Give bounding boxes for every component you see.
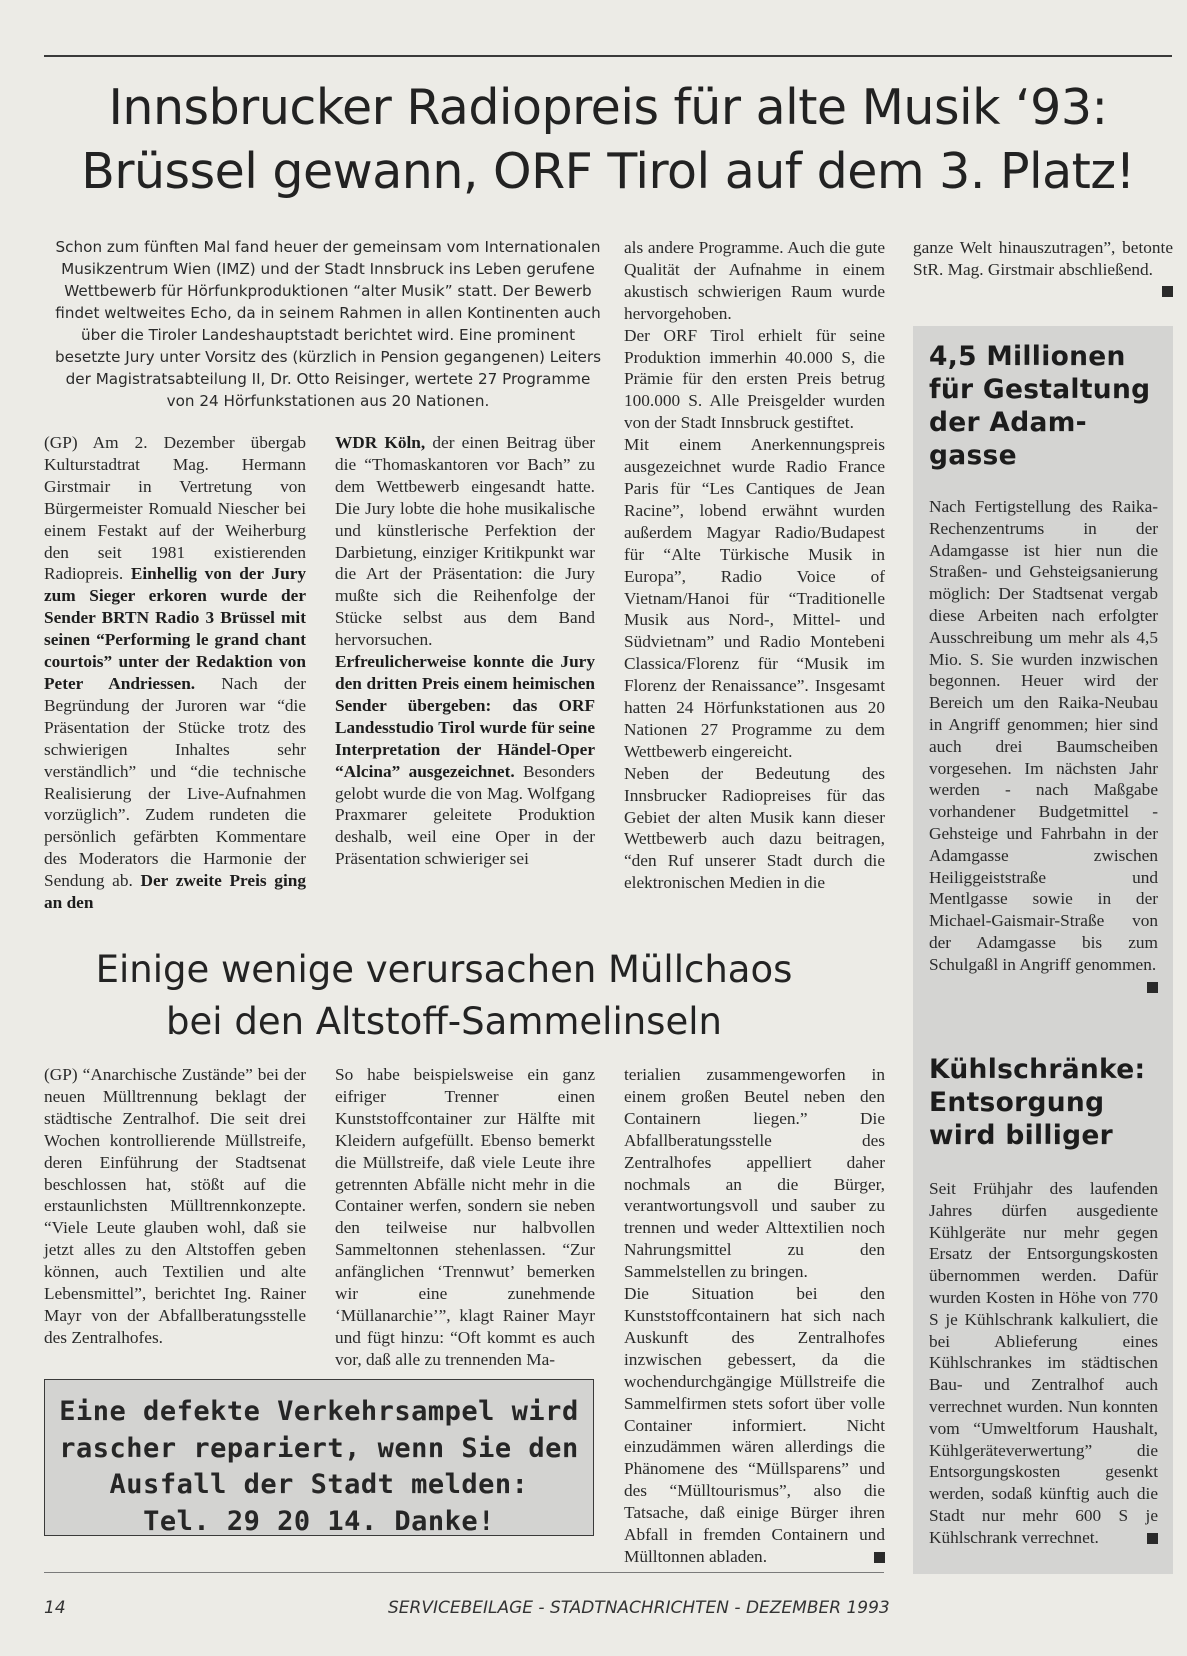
intro-line: von 24 Hörfunkstationen aus 20 Nationen.	[166, 392, 490, 410]
sidebar-title-line: für Gestaltung	[929, 374, 1151, 405]
sidebar-article2-text	[929, 1178, 1158, 1549]
sidebar-title-line: Entsorgung	[929, 1087, 1105, 1118]
notice-line: Ausfall der Stadt melden:	[109, 1469, 529, 1500]
sidebar-article2-title	[929, 1053, 1164, 1152]
article1-text: Nach der Begründung der Juroren war “die Präsentation der Stücke trotz des schwierigen Inhaltes sehr verständlich” und “die technische Realisierung der Live-Aufnahmen vorzüglich”. Zudem rundeten die persönlich gefärbten Kommentare des Moderators die Harmonie der Sendung ab.	[44, 673, 306, 891]
intro-line: Musikzentrum Wien (IMZ) und der Stadt Innsbruck ins Leben gerufene	[61, 260, 595, 278]
article1-column2	[335, 432, 595, 870]
sidebar-box	[913, 326, 1173, 1574]
page-number: 14	[44, 1598, 66, 1618]
article1-text: (GP) Am 2. Dezember übergab Kulturstadtrat Mag. Hermann Girstmair in Vertretung von Bürgermeister Romuald Niescher bei einem Festakt auf der Weiherburg den seit 1981 existierenden Radiopreis.	[44, 433, 306, 584]
sidebar-text: Seit Frühjahr des laufenden Jahres dürfen ausgediente Kühlgeräte nur mehr gegen Ersatz der Entsorgungskosten übernommen werden. Dafür wurden Kosten in Höhe von 770 S je Kühlschrank kalkuliert, die bei Ablieferung eines Kühlschrankes im städtischen Bau- und Zentralhof auch verrechnet wurden. Nun konnten vom “Umweltforum Haushalt, Kühlgeräteverwertung” die Entsorgungskosten gesenkt werden, sodaß künftig auch die Stadt nur mehr 600 S je Kühlschrank verrechnet.	[929, 1179, 1158, 1547]
sidebar-title-line: wird billiger	[929, 1120, 1114, 1151]
article2-paragraph: terialien zusammengeworfen in einem großen Beutel neben den Containern liegen.” Die Abfallberatungsstelle des Zentralhofes appelliert daher nochmals an die Bürger, verantwortungsvoll und sauber zu trennen und weder Alttextilien noch Nahrungsmittel zu den Sammelstellen zu bringen.	[624, 1065, 885, 1282]
sidebar-text: Nach Fertigstellung des Raika-Rechenzentrums in der Adamgasse ist hier nun die Straßen- und Gehsteigsanierung möglich: Der Stadtsenat vergab diese Arbeiten nach erfolgter Ausschreibung um mehr als 4,5 Mio. S. Sie wurden inzwischen begonnen. Heuer wird der Bereich um den Raika-Neubau in Angriff genommen; hier sind auch drei Baumscheiben vorgesehen. Im nächsten Jahr werden - nach Maßgabe vorhandener Budgetmittel - Gehsteige und Fahrbahn in der Adamgasse zwischen Heiliggeiststraße und Mentlgasse sowie in der Michael-Gaismair-Straße von der Adamgasse bis zum Schulgaßl in Angriff genommen.	[929, 497, 1158, 974]
notice-phone-line: Tel. 29 20 14. Danke!	[143, 1505, 495, 1537]
article2-text: Die Situation bei den Kunststoffcontainern hat sich nach Auskunft des Zentralhofes inzwischen gebessert, da die wochendurchgängige Müllstreife die Sammelfirmen stets sofort über volle Container informiert. Nicht einzudämmen wären allerdings die Phänomene des “Müllsparens” und des “Mülltourismus”, also die Tatsache, daß einige Bürger ihren Abfall in fremden Containern und Mülltonnen abladen.	[624, 1284, 885, 1566]
article1-bold-text: Der zweite Preis ging an den	[44, 871, 306, 913]
main-headline-line1: Innsbrucker Radiopreis für alte Musik ‘93:	[108, 79, 1108, 136]
end-of-article-mark	[874, 1552, 885, 1563]
article1-paragraph: Der ORF Tirol erhielt für seine Produktion immerhin 40.000 S, die Prämie für den ersten Preis betrug 100.000 S. Alle Preisgelder wurden von der Stadt Innsbruck gestiftet.	[624, 325, 885, 433]
article1-text: Besonders gelobt wurde die von Mag. Wolfgang Praxmarer geleitete Produktion deshalb, weil eine Oper in der Präsentation schwieriger sei	[335, 761, 595, 869]
main-headline	[44, 76, 1172, 204]
second-headline	[44, 944, 844, 1048]
article2-paragraph: So habe beispielsweise ein ganz eifriger Trenner einen Kunststoffcontainer zur Hälfte mit Kleidern aufgefüllt. Ebenso bemerkt die Müllstreife, daß viele Leute ihre getrennten Abfälle nicht mehr in die Container werfen, sondern sie neben den teilweise nur halbvollen Sammeltonnen stehenlassen. “Zur anfänglichen ‘Trennwut’ bemerken wir eine zunehmende ‘Müllanarchie’”, klagt Rainer Mayr und fügt hinzu: “Oft kommt es auch vor, daß alle zu trennenden Ma-	[335, 1065, 595, 1369]
main-headline-line2: Brüssel gewann, ORF Tirol auf dem 3. Platz!	[81, 143, 1135, 200]
intro-line: findet weltweites Echo, da in seinem Rahmen in allen Kontinenten auch	[55, 304, 601, 322]
article1-paragraph: Neben der Bedeutung des Innsbrucker Radiopreises für das Gebiet der alten Musik kann dieser Wettbewerb auch dazu beitragen, “den Ruf unserer Stadt durch die elektronischen Medien in die	[624, 763, 885, 893]
top-rule	[44, 55, 1172, 57]
sidebar-title-line: 4,5 Millionen	[929, 341, 1126, 372]
traffic-light-notice-box	[44, 1379, 594, 1536]
article1-column3	[624, 237, 885, 894]
notice-line: rascher repariert, wenn Sie den	[59, 1432, 579, 1464]
publication-footer: SERVICEBEILAGE - STADTNACHRICHTEN - DEZEMBER 1993	[388, 1598, 890, 1618]
article1-bold-text: Erfreulicherweise konnte die Jury den dritten Preis einem heimischen Sender übergeben: das ORF Landesstudio Tirol wurde für seine Interpretation der Händel-Oper “Alcina” ausgezeichnet.	[335, 652, 595, 781]
article2-paragraph: (GP) “Anarchische Zustände” bei der neuen Mülltrennung beklagt der städtische Zentralhof. Die seit drei Wochen kontrollierende Müllstreife, deren Einführung der Stadtsenat beschlossen hat, stößt auf die erstaunlichsten Mülltrennkonzepte. “Viele Leute glauben wohl, daß sie jetzt alles zu den Altstoffen geben können, auch Textilien und alte Lebensmittel”, berichtet Ing. Rainer Mayr von der Abfallberatungsstelle des Zentralhofes.	[44, 1065, 306, 1347]
intro-line: Wettbewerb für Hörfunkproduktionen “alter Musik” statt. Der Bewerb	[64, 282, 592, 300]
article2-column2	[335, 1064, 595, 1371]
article1-column4	[913, 237, 1173, 297]
intro-line: über die Tiroler Landeshauptstadt berichtet wird. Eine prominent	[80, 326, 576, 344]
footer-rule	[44, 1572, 884, 1573]
intro-line: der Magistratsabteilung II, Dr. Otto Reisinger, wertete 27 Programme	[65, 370, 591, 388]
article2-column3	[624, 1064, 885, 1568]
sidebar-title-line: der Adam-	[929, 407, 1087, 438]
notice-line: Eine defekte Verkehrsampel wird	[59, 1396, 579, 1427]
article2-column1	[44, 1064, 306, 1349]
article1-bold-text: Einhellig von der Jury zum Sieger erkoren wurde der Sender BRTN Radio 3 Brüssel mit seinen “Performing le grand chant courtois” unter der Redaktion von Peter Andriessen.	[44, 564, 306, 693]
end-of-article-mark	[1147, 982, 1158, 993]
second-headline-line2: bei den Altstoff-Sammelinseln	[166, 1000, 722, 1043]
article1-text: der einen Beitrag über die “Thomaskantoren vor Bach” zu dem Wettbewerb eingesandt hatte. Die Jury lobte die hohe musikalische und künstlerische Perfektion der Darbietung, einziger Kritikpunkt war die Art der Präsentation: die Jury mußte sich die Reihenfolge der Stücke selbst aus dem Band hervorsuchen.	[335, 433, 595, 650]
article1-paragraph: Mit einem Anerkennungspreis ausgezeichnet wurde Radio France Paris für “Les Cantiques de Jean Racine”, lobend erwähnt wurden außerdem Magyar Radio/Budapest für “Alte Türkische Musik in Europa”, Radio Voice of Vietnam/Hanoi für “Traditionelle Musik aus Nord-, Mittel- und Südvietnam” und Radio Montebeni Classica/Florenz für “Musik im Florenz der Renaissance”. Insgesamt hatten 24 Hörfunkstationen aus 20 Nationen 27 Programme zu dem Wettbewerb eingereicht.	[624, 435, 885, 761]
sidebar-article1-text	[929, 496, 1158, 993]
article1-bold-text: WDR Köln,	[335, 433, 426, 452]
end-of-article-mark	[1162, 286, 1173, 297]
sidebar-title-line: Kühlschränke:	[929, 1054, 1146, 1085]
article1-paragraph: als andere Programme. Auch die gute Qualität der Aufnahme in einem akustisch schwierigen Raum wurde hervorgehoben.	[624, 238, 885, 323]
article1-column1	[44, 432, 306, 914]
article1-text: ganze Welt hinauszutragen”, betonte StR. Mag. Girstmair abschließend.	[913, 238, 1173, 279]
intro-line: besetzte Jury unter Vorsitz des (kürzlich in Pension gegangenen) Leiters	[54, 348, 601, 366]
sidebar-article1-title	[929, 340, 1164, 472]
intro-line: Schon zum fünften Mal fand heuer der gemeinsam vom Internationalen	[55, 238, 601, 256]
second-headline-line1: Einige wenige verursachen Müllchaos	[95, 948, 793, 991]
end-of-article-mark	[1147, 1533, 1158, 1544]
intro-paragraph	[44, 236, 612, 412]
sidebar-title-line: gasse	[929, 440, 1017, 471]
